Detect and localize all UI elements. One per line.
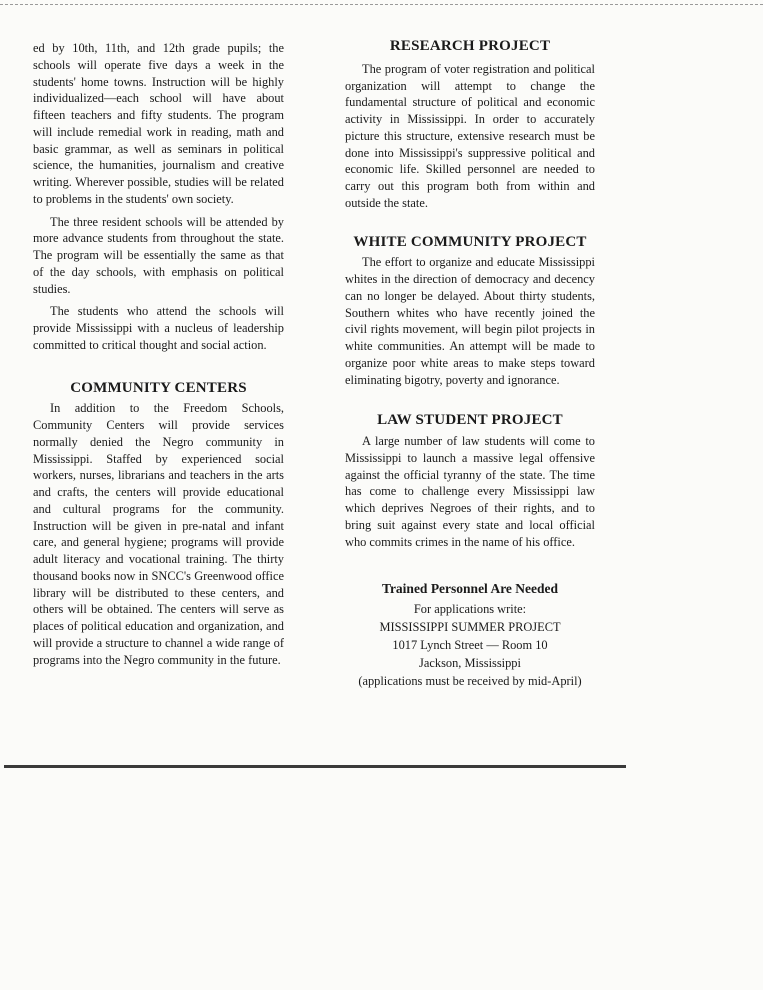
contact-title: Trained Personnel Are Needed [381, 581, 559, 597]
top-rule [0, 4, 763, 5]
law-student-project-heading: LAW STUDENT PROJECT [377, 412, 563, 429]
left-column [33, 40, 284, 668]
white-community-project-heading: WHITE COMMUNITY PROJECT [353, 233, 587, 250]
contact-block [345, 580, 595, 690]
community-centers-body: In addition to the Freedom Schools, Community Centers will provide services normally denied the Negro community in Mississippi. Staffed by experienced social workers, nurses, librarians and teachers in the arts and crafts, the centers will provide educational and cultural programs for the community. Instruction will be given in pre-natal and infant care, and general hygiene; programs will provide adult literacy and vocational training. The thirty thousand books now in SNCC's Greenwood office library will be distributed to these centers, and others will be obtained. The centers will serve as places of political education and organization, and will provide a structure to channel a wide range of programs into the Negro community in the future. [33, 401, 284, 667]
contact-line-city: Jackson, Mississippi [419, 656, 521, 671]
resident-schools-paragraph: The three resident schools will be attended by more advance students from throughout the state. The program will be essentially the same as that of the day schools, with emphasis on political studies. [33, 214, 284, 296]
research-project-body: The program of voter registration and political organization will attempt to change the fundamental structure of political and economic activity in Mississippi. In order to accurately picture this structure, extensive research must be done into Mississippi's suppressive political and economic life. Skilled personnel are needed to carry out this program both from within and outside the state. [345, 61, 595, 210]
research-project-heading: RESEARCH PROJECT [389, 38, 551, 54]
contact-line-organization: MISSISSIPPI SUMMER PROJECT [379, 620, 561, 635]
contact-line-applications: For applications write: [413, 602, 527, 617]
white-community-project-body: The effort to organize and educate Mississippi whites in the direction of democracy and decency can no longer be delayed. About thirty students, Southern whites who have recently joined the civil rights movement, will begin pilot projects in white communities. An attempt will be made to organize poor white areas to make steps toward eliminating bigotry, poverty and ignorance. [345, 255, 595, 387]
leadership-paragraph: The students who attend the schools will provide Mississippi with a nucleus of leadership committed to critical thought and social action. [33, 304, 284, 352]
community-centers-heading: COMMUNITY CENTERS [70, 379, 247, 396]
intro-paragraph: ed by 10th, 11th, and 12th grade pupils; the schools will operate five days a week in the students' home towns. Instruction will be highly individualized—each school will have about fifteen teachers and fifty students. The program will include remedial work in reading, math and basic grammar, as well as seminars in political science, the humanities, journalism and creative writing. Wherever possible, studies will be related to problems in the students' own society. [33, 41, 284, 206]
law-student-project-body: A large number of law students will come to Mississippi to launch a massive legal offensive against the official tyranny of the state. The time has come to challenge every Mississippi law which deprives Negroes of their rights, and to bring suit against every state and local official who commits crimes in the name of his office. [345, 434, 595, 549]
right-column [345, 38, 595, 690]
bottom-rule [4, 765, 626, 768]
contact-line-deadline: (applications must be received by mid-April) [358, 674, 582, 689]
contact-line-street: 1017 Lynch Street — Room 10 [392, 638, 548, 653]
